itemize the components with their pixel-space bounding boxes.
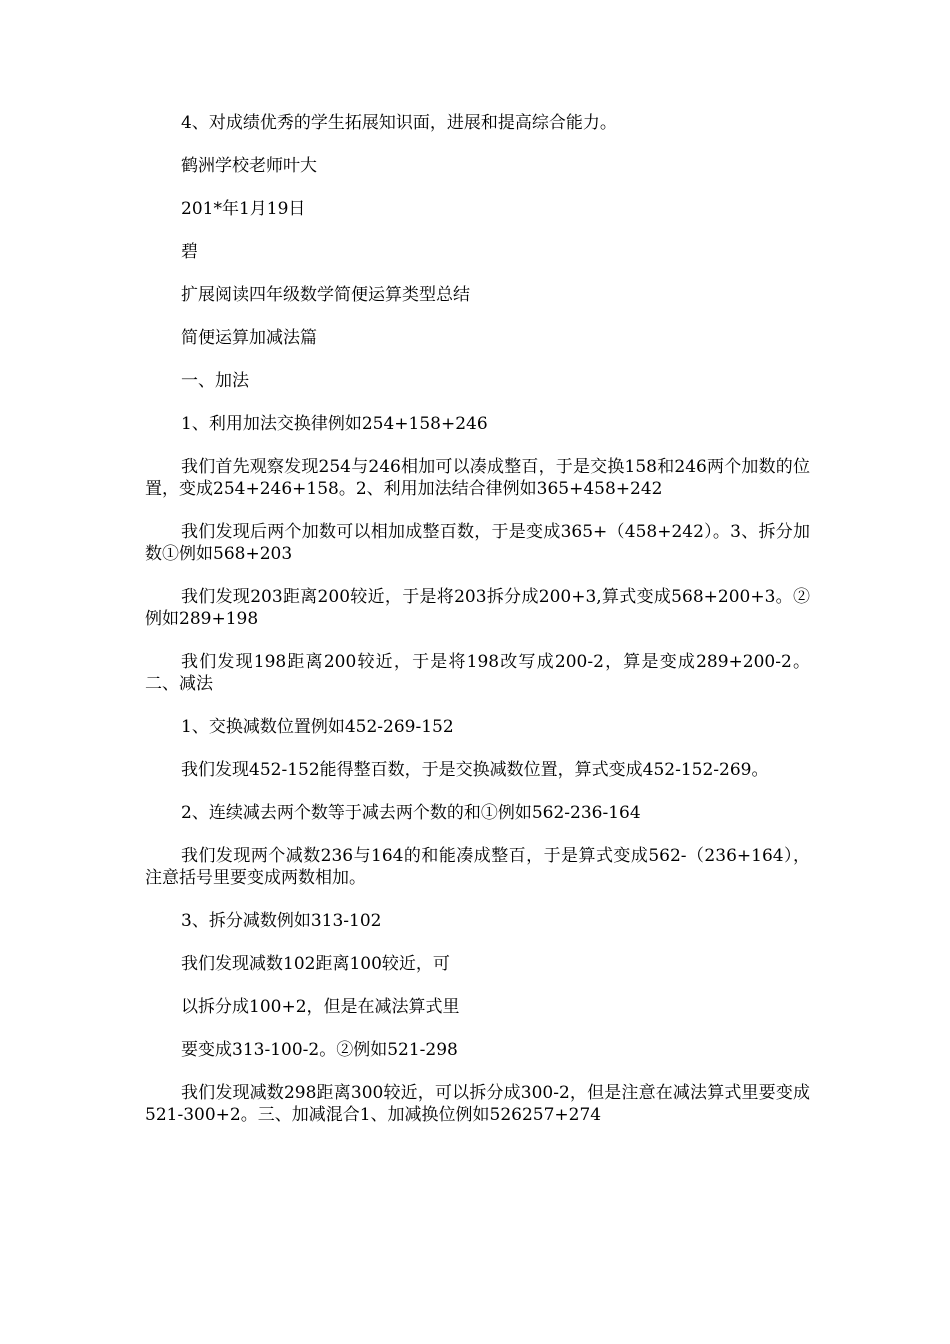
paragraph-10: 我们发现后两个加数可以相加成整百数，于是变成365+（458+242）。3、拆分加数①例如568+203 [145,522,810,564]
paragraph-6: 简便运算加减法篇 [181,328,317,348]
paragraph-7: 一、加法 [181,371,249,391]
paragraph-15: 2、连续减去两个数等于减去两个数的和①例如562-236-164 [181,803,641,823]
paragraph-12: 我们发现198距离200较近，于是将198改写成200-2，算是变成289+200-2。二、减法 [145,652,810,694]
paragraph-5: 扩展阅读四年级数学简便运算类型总结 [181,285,470,305]
paragraph-8: 1、利用加法交换律例如254+158+246 [181,414,488,434]
paragraph-21: 我们发现减数298距离300较近，可以拆分成300-2，但是注意在减法算式里要变成521-300+2。三、加减混合1、加减换位例如526257+274 [145,1083,810,1125]
paragraph-4: 碧 [181,242,198,262]
paragraph-14: 我们发现452-152能得整百数，于是交换减数位置，算式变成452-152-269。 [181,760,769,780]
paragraph-13: 1、交换减数位置例如452-269-152 [181,717,454,737]
paragraph-16: 我们发现两个减数236与164的和能凑成整百，于是算式变成562-（236+164），注意括号里要变成两数相加。 [145,846,810,888]
document-body [145,112,810,1147]
paragraph-19: 以拆分成100+2，但是在减法算式里 [181,997,460,1017]
paragraph-1: 4、对成绩优秀的学生拓展知识面，进展和提高综合能力。 [181,113,617,133]
paragraph-9: 我们首先观察发现254与246相加可以凑成整百，于是交换158和246两个加数的位置，变成254+246+158。2、利用加法结合律例如365+458+242 [145,457,810,499]
paragraph-20: 要变成313-100-2。②例如521-298 [181,1040,458,1060]
paragraph-17: 3、拆分减数例如313-102 [181,911,382,931]
paragraph-3: 201*年1月19日 [181,199,306,219]
paragraph-18: 我们发现减数102距离100较近，可 [181,954,450,974]
paragraph-11: 我们发现203距离200较近，于是将203拆分成200+3,算式变成568+200+3。②例如289+198 [145,587,810,629]
paragraph-2: 鹤洲学校老师叶大 [181,156,317,176]
